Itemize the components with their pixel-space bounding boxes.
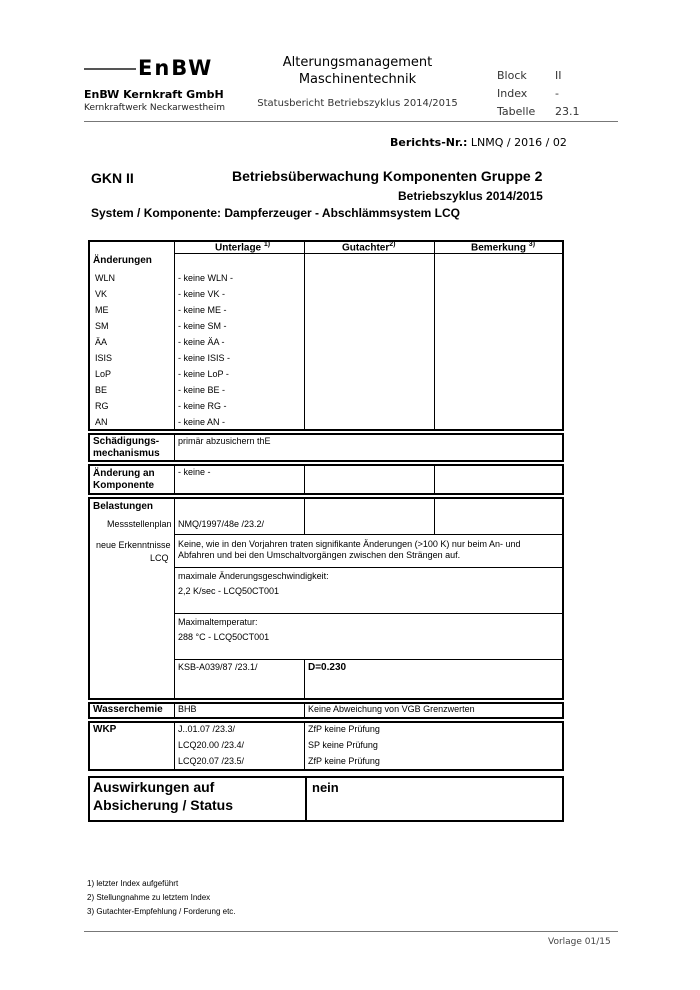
wkp-ref: LCQ20.00 /23.4/	[178, 740, 245, 750]
aenderung-komponente-label-2: Komponente	[93, 480, 155, 491]
aenderung-value: - keine VK -	[178, 289, 226, 299]
schaedigung-label-1: Schädigungs-	[93, 436, 160, 447]
aenderung-value: - keine RG -	[178, 401, 227, 411]
col-divider	[304, 464, 305, 495]
auswirkungen-label-1: Auswirkungen auf	[93, 779, 215, 795]
col-divider	[305, 776, 307, 822]
col-divider	[174, 433, 175, 462]
aenderung-komponente-label-1: Änderung an	[93, 468, 155, 479]
col-divider	[174, 464, 175, 495]
wasserchemie-value: BHB	[178, 704, 197, 714]
belastungen-label: Belastungen	[93, 501, 154, 512]
aenderung-code: ME	[95, 305, 109, 315]
meta-block-label: Block	[497, 69, 527, 82]
aenderung-code: RG	[95, 401, 109, 411]
row-divider	[174, 534, 564, 535]
col-divider	[174, 240, 175, 431]
report-number	[390, 136, 567, 149]
footer-rule	[84, 931, 618, 932]
header-title-line1: Alterungsmanagement	[282, 55, 433, 70]
wkp-ref: J..01.07 /23.3/	[178, 724, 236, 734]
report-sep1: /	[506, 136, 511, 149]
doc-title: Betriebsüberwachung Komponenten Gruppe 2	[232, 168, 543, 184]
meta-tabelle-label: Tabelle	[497, 105, 536, 118]
header-title	[250, 54, 465, 88]
aenderung-komponente-value: - keine -	[178, 467, 211, 477]
maximaltemperatur-label: Maximaltemperatur:	[178, 617, 258, 627]
wkp-note: SP keine Prüfung	[308, 740, 378, 750]
meta-index-label: Index	[497, 87, 528, 100]
schaedigung-value: primär abzusichern thE	[178, 436, 271, 446]
report-part2: 2016	[514, 136, 543, 149]
footnote: 3) Gutachter-Empfehlung / Forderung etc.	[87, 907, 236, 916]
erkenntnisse-label-1: neue Erkenntnisse	[96, 540, 171, 550]
report-part3: 02	[552, 136, 567, 149]
aenderungen-label: Änderungen	[93, 255, 152, 266]
footnote: 2) Stellungnahme zu letztem Index	[87, 893, 211, 902]
meta-tabelle-value: 23.1	[555, 105, 580, 118]
ksb-reference: KSB-A039/87 /23.1/	[178, 662, 258, 672]
plant-name: Kernkraftwerk Neckarwestheim	[84, 103, 225, 113]
wkp-ref: LCQ20.07 /23.5/	[178, 756, 245, 766]
meta-index-value: -	[555, 87, 559, 100]
aenderung-code: ÄA	[95, 337, 108, 347]
messstellenplan-value: NMQ/1997/48e /23.2/	[178, 519, 265, 529]
aenderung-value: - keine ÄA -	[178, 337, 225, 347]
aenderung-code: SM	[95, 321, 109, 331]
col-divider	[304, 240, 305, 431]
maximaltemperatur-value: 288 °C - LCQ50CT001	[178, 632, 270, 642]
header-title-line2: Maschinentechnik	[298, 72, 417, 87]
unit-label: GKN II	[91, 170, 134, 186]
header-rule	[84, 121, 618, 122]
col-header-unterlage: Unterlage $^{1)}$	[215, 241, 271, 254]
col-divider	[174, 702, 175, 719]
report-sep2: /	[545, 136, 550, 149]
aenderung-value: - keine SM -	[178, 321, 227, 331]
logo-line	[84, 68, 136, 70]
aenderung-value: - keine ISIS -	[178, 353, 231, 363]
footnote: 1) letzter Index aufgeführt	[87, 879, 179, 888]
report-part1: LNMQ	[470, 136, 504, 149]
aenderung-code: BE	[95, 385, 108, 395]
row-divider	[174, 659, 564, 660]
doc-cycle: Betriebszyklus 2014/2015	[398, 189, 543, 203]
erkenntnisse-line-1: Keine, wie in den Vorjahren traten signifikante Änderungen (>100 K) nur beim An- und	[178, 539, 521, 549]
erkenntnisse-line-2: Abfahren und bei den Umschaltvorgängen zwischen den Strängen auf.	[178, 550, 461, 560]
aenderungsgeschwindigkeit-value: 2,2 K/sec - LCQ50CT001	[178, 586, 280, 596]
report-label: Berichts-Nr.:	[390, 136, 468, 149]
company-name: EnBW Kernkraft GmbH	[84, 88, 224, 101]
col-divider	[434, 497, 435, 535]
row-divider	[174, 567, 564, 568]
company-logo: EnBW	[138, 56, 214, 80]
aenderung-code: WLN	[95, 273, 115, 283]
wkp-note: ZfP keine Prüfung	[308, 756, 380, 766]
wkp-label: WKP	[93, 724, 117, 735]
col-divider	[304, 497, 305, 535]
header-subtitle: Statusbericht Betriebszyklus 2014/2015	[257, 98, 458, 109]
col-divider	[174, 721, 175, 771]
wasserchemie-label: Wasserchemie	[93, 704, 163, 715]
col-divider	[434, 240, 435, 431]
auswirkungen-value: nein	[312, 780, 339, 795]
erkenntnisse-label-2: LCQ	[150, 553, 169, 563]
messstellenplan-label: Messstellenplan	[107, 519, 172, 529]
col-header-gutachter: Gutachter$^{2)}$	[342, 241, 396, 254]
aenderung-value: - keine LoP -	[178, 369, 229, 379]
aenderung-code: LoP	[95, 369, 112, 379]
doc-system: System / Komponente: Dampferzeuger - Abschlämmsystem LCQ	[91, 206, 460, 220]
meta-block-value: II	[555, 69, 562, 82]
aenderungen-box	[88, 240, 564, 431]
col-divider	[174, 497, 175, 700]
aenderung-code: VK	[95, 289, 108, 299]
aenderung-value: - keine ME -	[178, 305, 227, 315]
d-value: D=0.230	[308, 662, 347, 673]
row-divider	[174, 613, 564, 614]
aenderung-value: - keine BE -	[178, 385, 226, 395]
aenderung-value: - keine AN -	[178, 417, 226, 427]
schaedigung-label-2: mechanismus	[93, 448, 160, 459]
aenderung-code: ISIS	[95, 353, 113, 363]
col-divider	[434, 464, 435, 495]
aenderung-value: - keine WLN -	[178, 273, 234, 283]
col-header-bemerkung: Bemerkung $^{3)}$	[471, 241, 536, 254]
col-divider	[304, 702, 305, 719]
aenderungsgeschwindigkeit-label: maximale Änderungsgeschwindigkeit:	[178, 571, 329, 581]
auswirkungen-label-2: Absicherung / Status	[93, 797, 234, 813]
aenderung-komponente-box	[88, 464, 564, 495]
col-divider	[304, 659, 305, 700]
wasserchemie-note: Keine Abweichung von VGB Grenzwerten	[308, 704, 475, 714]
wkp-note: ZfP keine Prüfung	[308, 724, 380, 734]
template-version: Vorlage 01/15	[548, 937, 611, 947]
aenderung-code: AN	[95, 417, 108, 427]
col-divider	[304, 721, 305, 771]
